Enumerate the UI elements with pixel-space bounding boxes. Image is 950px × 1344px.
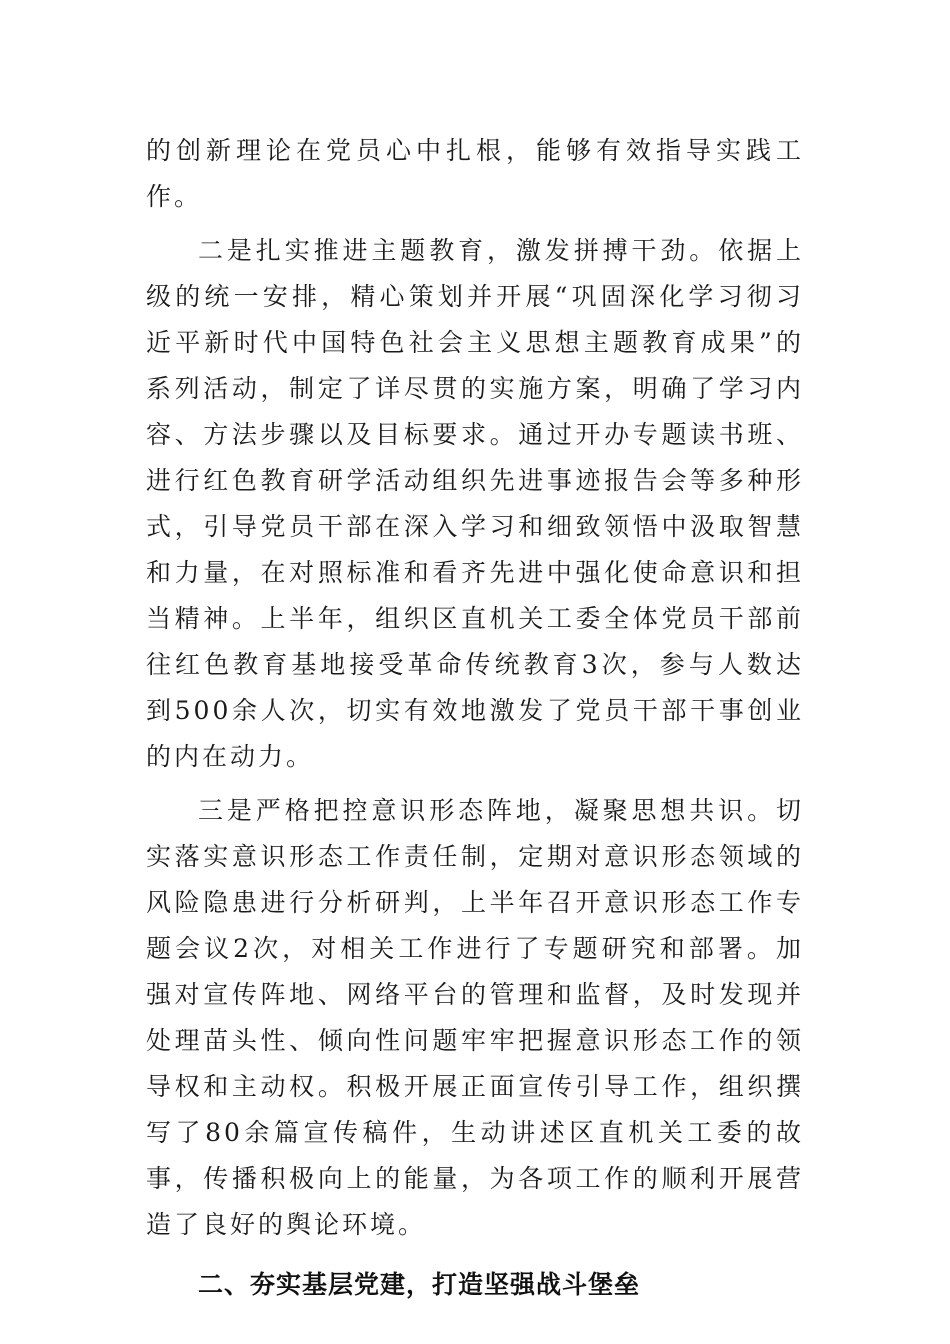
paragraph-ideology-front: 三是严格把控意识形态阵地，凝聚思想共识。切实落实意识形态工作责任制，定期对意识形态领域的风险隐患进行分析研判，上半年召开意识形态工作专题会议2次，对相关工作进行了专题研究和部署。加强对宣传阵地、网络平台的管理和监督，及时发现并处理苗头性、倾向性问题牢牢把握意识形态工作的领导权和主动权。积极开展正面宣传引导工作，组织撰写了80余篇宣传稿件，生动讲述区直机关工委的故事，传播积极向上的能量，为各项工作的顺利开展营造了良好的舆论环境。 xyxy=(146,796,804,1239)
paragraph-theme-education: 二是扎实推进主题教育，激发拼搏干劲。依据上级的统一安排，精心策划并开展“巩固深化学习彻习近平新时代中国特色社会主义思想主题教育成果”的系列活动，制定了详尽贯的实施方案，明确了学习内容、方法步骤以及目标要求。通过开办专题读书班、进行红色教育研学活动组织先进事迹报告会等多种形式，引导党员干部在深入学习和细致领悟中汲取智慧和力量，在对照标准和看齐先进中强化使命意识和担当精神。上半年，组织区直机关工委全体党员干部前往红色教育基地接受革命传统教育3次，参与人数达到500余人次，切实有效地激发了党员干部干事创业的内在动力。 xyxy=(146,236,804,771)
paragraph-continuation: 的创新理论在党员心中扎根，能够有效指导实践工作。 xyxy=(146,136,804,211)
document-page xyxy=(146,128,804,1308)
section-heading: 二、夯实基层党建，打造坚强战斗堡垒 xyxy=(198,1270,641,1299)
